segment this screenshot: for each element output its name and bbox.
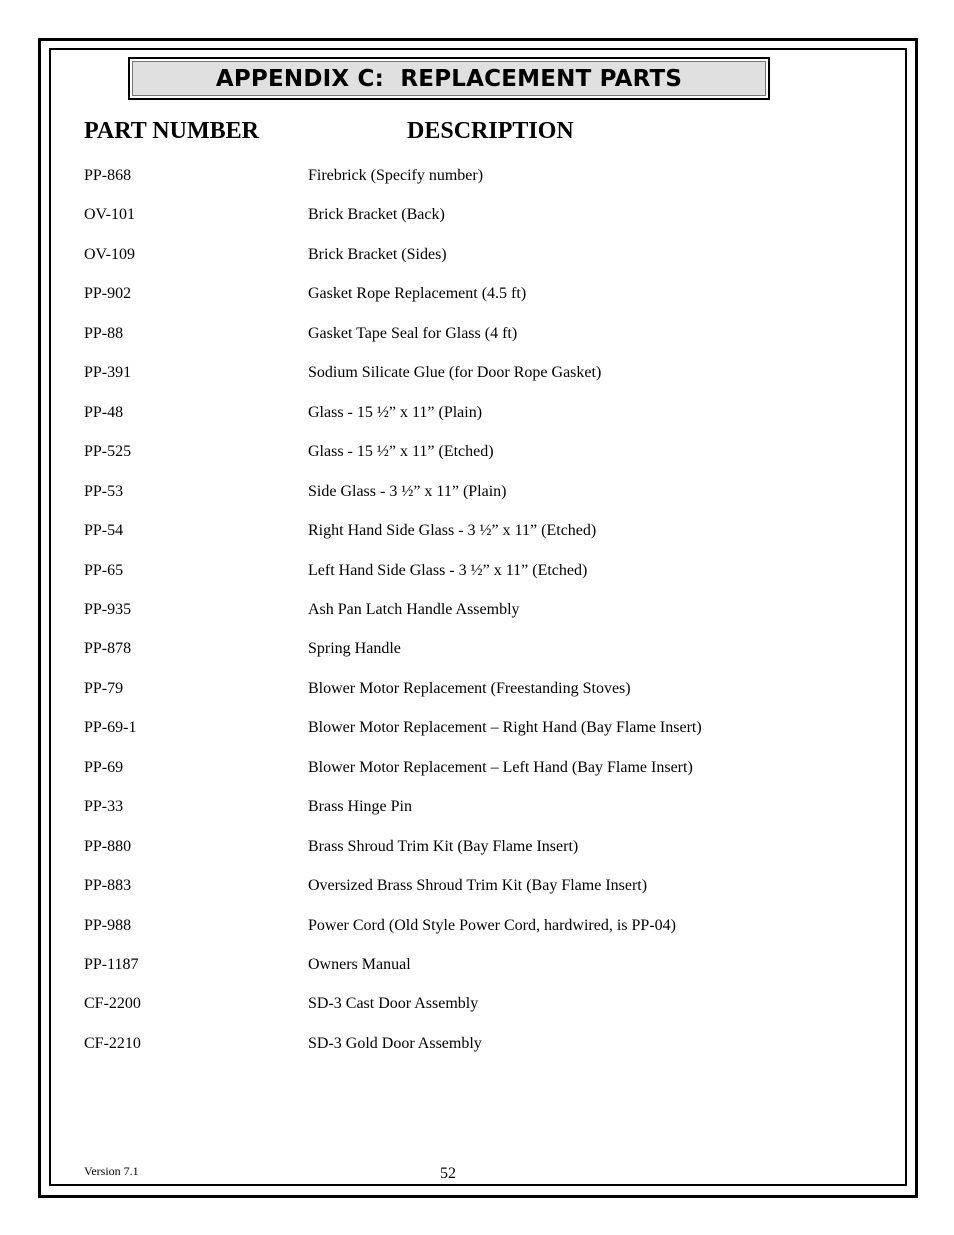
parts-row <box>0 206 954 230</box>
parts-row <box>0 877 954 901</box>
parts-row <box>0 956 954 980</box>
part-description: Brass Shroud Trim Kit (Bay Flame Insert) <box>308 838 579 855</box>
parts-row <box>0 917 954 941</box>
appendix-title-box <box>128 57 770 100</box>
parts-row <box>0 759 954 783</box>
part-description: Power Cord (Old Style Power Cord, hardwired, is PP-04) <box>308 917 676 934</box>
part-description: Glass - 15 ½” x 11” (Etched) <box>308 443 494 460</box>
part-description: Ash Pan Latch Handle Assembly <box>308 601 520 618</box>
parts-row <box>0 167 954 191</box>
parts-row <box>0 995 954 1019</box>
description-header: DESCRIPTION <box>407 118 574 144</box>
part-number: PP-868 <box>84 167 132 184</box>
part-number: CF-2200 <box>84 995 141 1012</box>
part-number: PP-79 <box>84 680 124 697</box>
parts-row <box>0 719 954 743</box>
page-number: 52 <box>440 1165 456 1182</box>
part-number: PP-880 <box>84 838 132 855</box>
parts-row <box>0 601 954 625</box>
part-description: Oversized Brass Shroud Trim Kit (Bay Flame Insert) <box>308 877 648 894</box>
part-description: Side Glass - 3 ½” x 11” (Plain) <box>308 483 507 500</box>
parts-row <box>0 562 954 586</box>
parts-row <box>0 483 954 507</box>
part-description: Brick Bracket (Sides) <box>308 246 447 263</box>
part-description: Spring Handle <box>308 640 401 657</box>
parts-row <box>0 404 954 428</box>
part-number: PP-878 <box>84 640 132 657</box>
part-number: PP-69-1 <box>84 719 137 736</box>
parts-row <box>0 680 954 704</box>
parts-row <box>0 246 954 270</box>
part-description: Left Hand Side Glass - 3 ½” x 11” (Etched) <box>308 562 588 579</box>
parts-row <box>0 285 954 309</box>
part-description: Gasket Tape Seal for Glass (4 ft) <box>308 325 518 342</box>
part-number: PP-33 <box>84 798 124 815</box>
part-description: SD-3 Gold Door Assembly <box>308 1035 482 1052</box>
part-number: PP-391 <box>84 364 132 381</box>
part-number: PP-54 <box>84 522 124 539</box>
parts-row <box>0 838 954 862</box>
part-number: OV-101 <box>84 206 135 223</box>
parts-row <box>0 522 954 546</box>
parts-row <box>0 364 954 388</box>
part-number: PP-53 <box>84 483 124 500</box>
part-description: Blower Motor Replacement – Left Hand (Bay Flame Insert) <box>308 759 693 776</box>
part-description: Owners Manual <box>308 956 411 973</box>
part-description: Sodium Silicate Glue (for Door Rope Gasket) <box>308 364 602 381</box>
parts-row <box>0 443 954 467</box>
part-number: OV-109 <box>84 246 135 263</box>
part-number: PP-902 <box>84 285 132 302</box>
parts-row <box>0 798 954 822</box>
part-number-header: PART NUMBER <box>84 118 259 144</box>
parts-row <box>0 325 954 349</box>
part-description: Gasket Rope Replacement (4.5 ft) <box>308 285 527 302</box>
part-description: Glass - 15 ½” x 11” (Plain) <box>308 404 483 421</box>
part-number: PP-48 <box>84 404 124 421</box>
part-description: Brick Bracket (Back) <box>308 206 445 223</box>
part-number: PP-525 <box>84 443 132 460</box>
parts-row <box>0 640 954 664</box>
part-number: CF-2210 <box>84 1035 141 1052</box>
version-label: Version 7.1 <box>84 1164 139 1178</box>
part-number: PP-883 <box>84 877 132 894</box>
part-number: PP-935 <box>84 601 132 618</box>
part-description: SD-3 Cast Door Assembly <box>308 995 479 1012</box>
part-number: PP-88 <box>84 325 124 342</box>
part-number: PP-988 <box>84 917 132 934</box>
part-number: PP-65 <box>84 562 124 579</box>
part-description: Blower Motor Replacement – Right Hand (Bay Flame Insert) <box>308 719 702 736</box>
part-description: Blower Motor Replacement (Freestanding Stoves) <box>308 680 631 697</box>
parts-row <box>0 1035 954 1059</box>
part-description: Firebrick (Specify number) <box>308 167 484 184</box>
part-description: Brass Hinge Pin <box>308 798 412 815</box>
part-description: Right Hand Side Glass - 3 ½” x 11” (Etched) <box>308 522 597 539</box>
part-number: PP-1187 <box>84 956 139 973</box>
appendix-title: APPENDIX C: REPLACEMENT PARTS <box>215 66 683 92</box>
part-number: PP-69 <box>84 759 124 776</box>
